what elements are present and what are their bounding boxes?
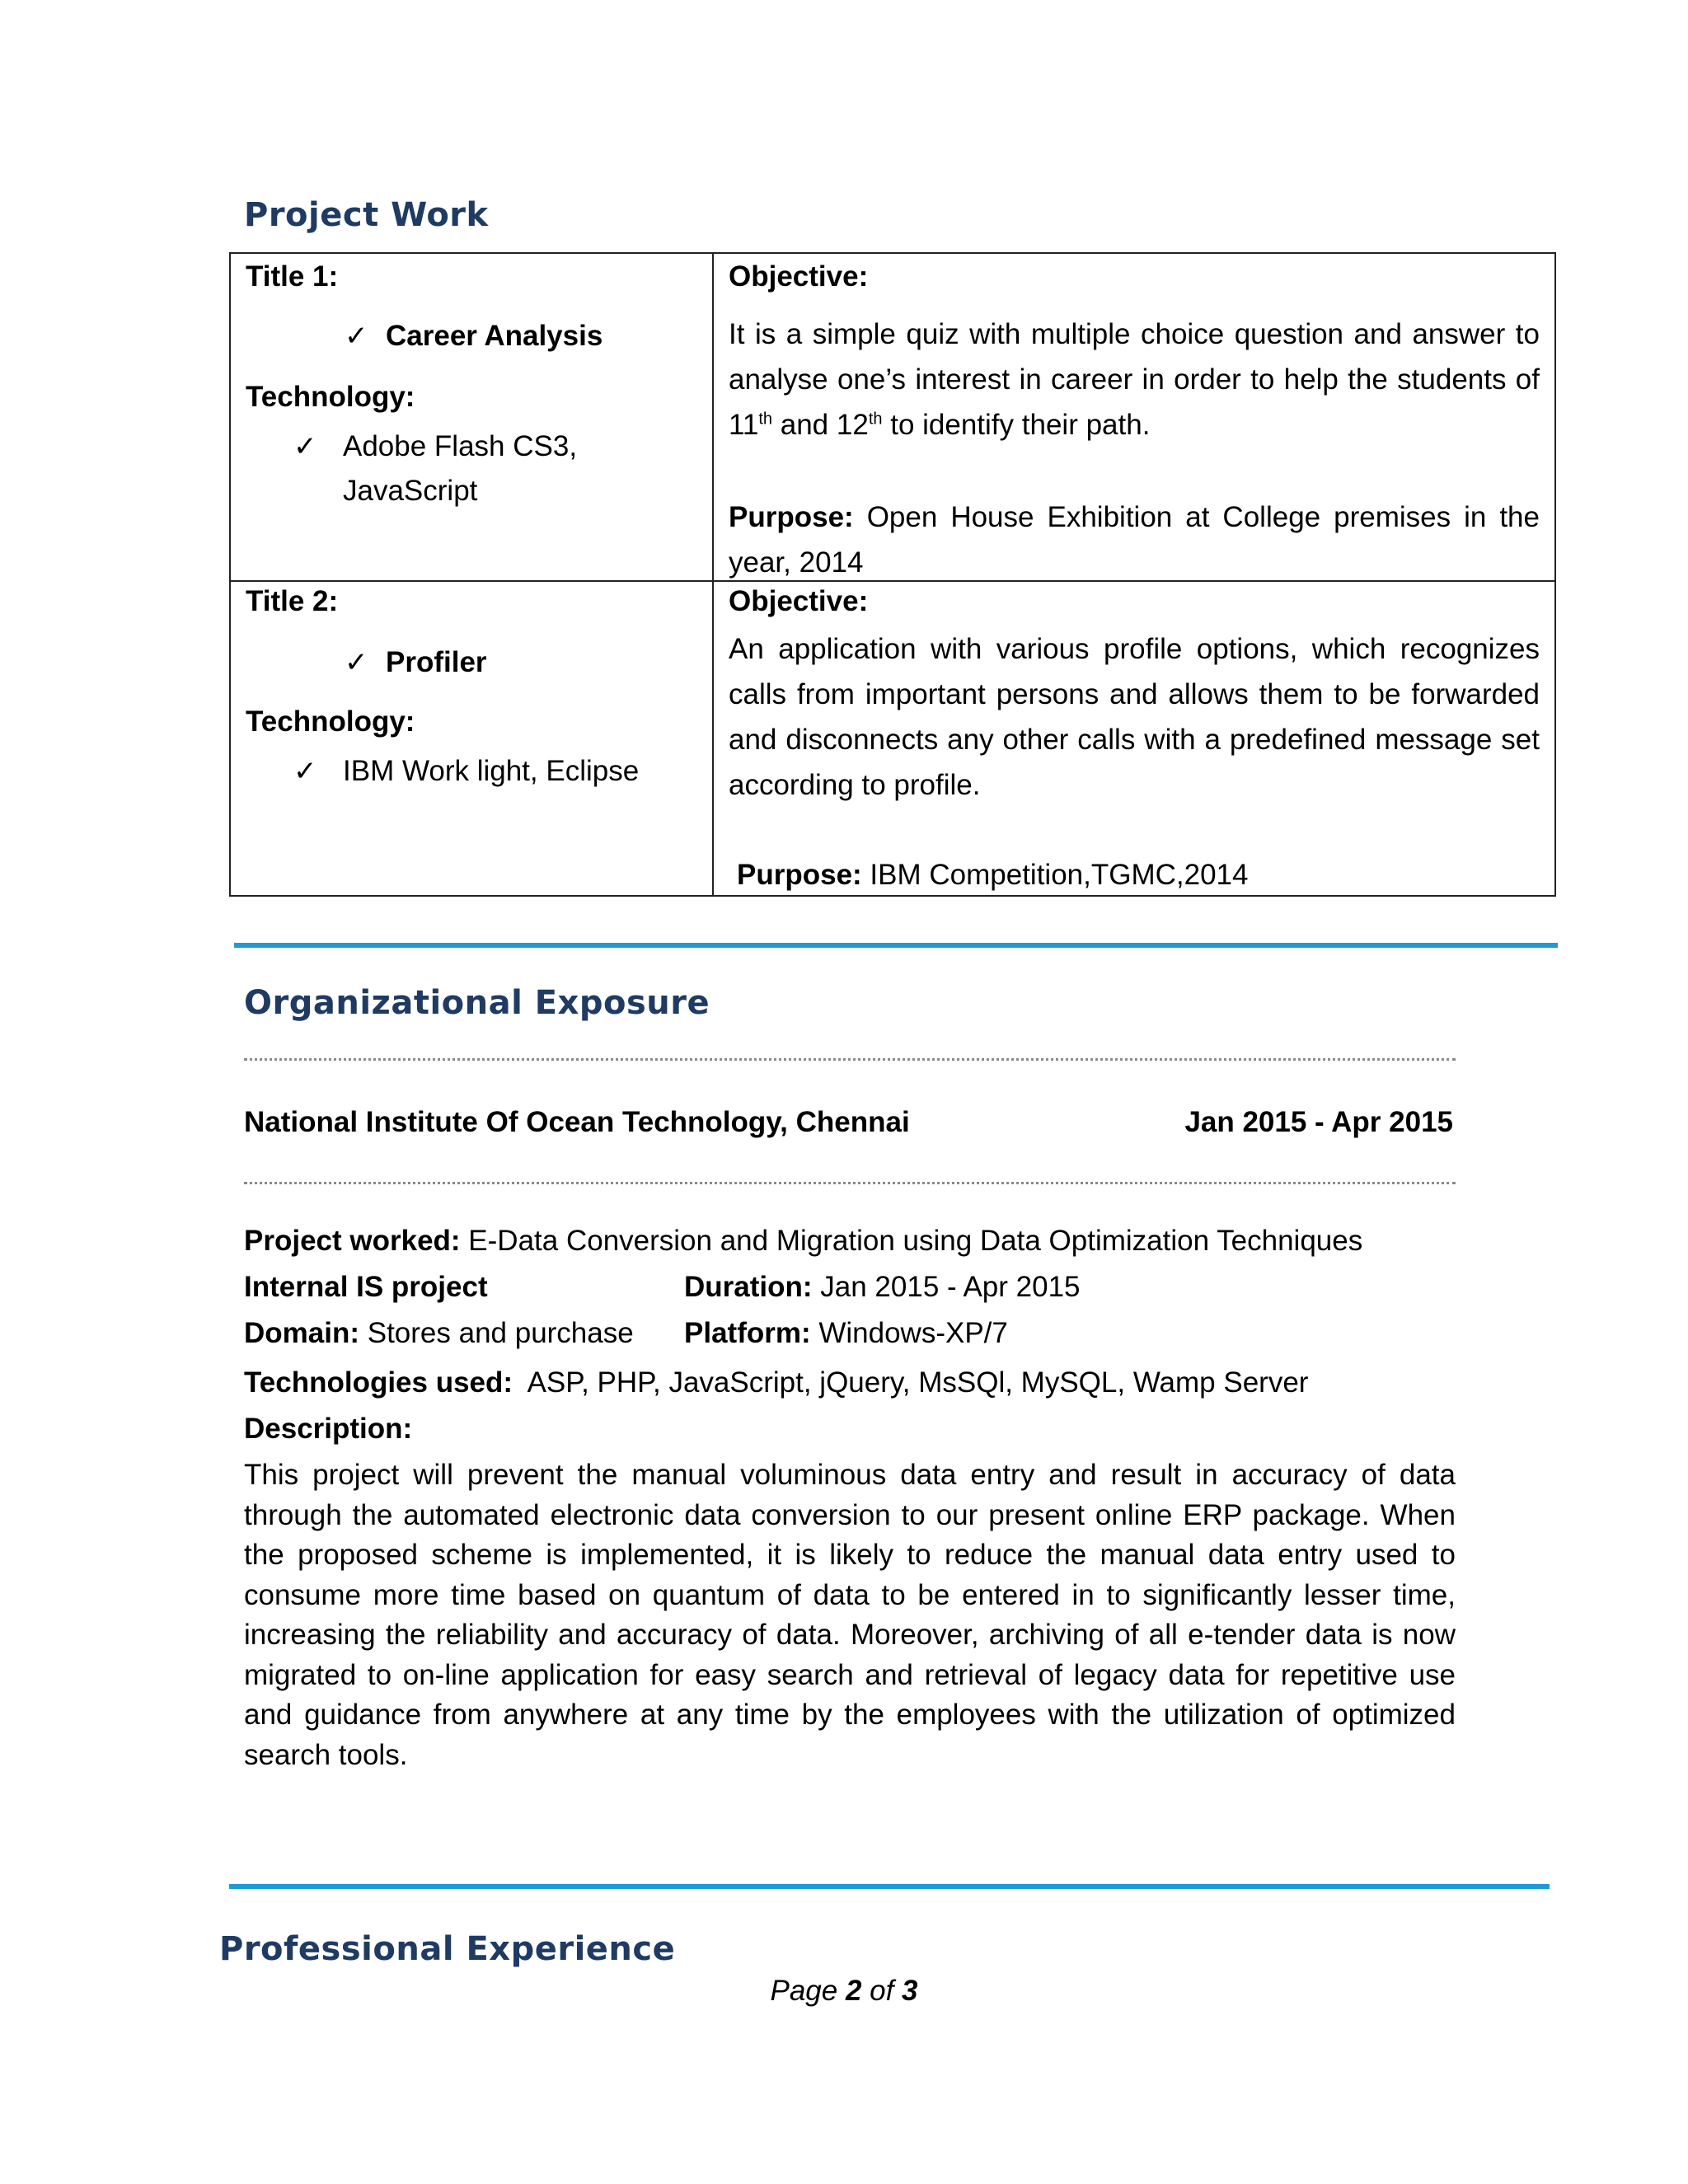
page-word: Page (770, 1975, 846, 2007)
organization-name: National Institute Of Ocean Technology, Chennai (244, 1106, 910, 1138)
title-1-label: Title 1: (246, 260, 339, 293)
platform-value: Windows-XP/7 (810, 1317, 1008, 1349)
technologies-value: ASP, PHP, JavaScript, jQuery, MsSQl, MySQL, Wamp Server (513, 1366, 1309, 1399)
page-total: 3 (902, 1975, 918, 2007)
duration-label: Duration: (684, 1271, 813, 1303)
project-2-left-cell (230, 581, 713, 896)
duration-value: Jan 2015 - Apr 2015 (812, 1271, 1081, 1303)
project-type: Internal IS project (244, 1271, 488, 1303)
objective-2-text: An application with various profile options, which recognizes calls from important persons and allows them to be forwarded and disconnects any other calls with a predefined message set according to profile. (729, 633, 1540, 801)
objective-2-label: Objective: (729, 585, 869, 617)
title-2-text: Profiler (386, 646, 487, 678)
technology-2-text: IBM Work light, Eclipse (343, 755, 640, 787)
objective-1-part-c: to identify their path. (882, 409, 1151, 441)
duration-line (684, 1271, 1081, 1304)
project-2-right-cell (713, 581, 1555, 896)
check-icon: ✓ (345, 321, 368, 352)
dotted-divider-bottom (244, 1182, 1456, 1184)
project-work-table (229, 252, 1556, 897)
technology-1-item (293, 430, 577, 463)
objective-1-text (729, 312, 1540, 448)
organizational-exposure-heading: Organizational Exposure (244, 984, 710, 1022)
title-1-text: Career Analysis (386, 320, 603, 352)
domain-label: Domain: (244, 1317, 359, 1349)
objective-1-part-a: It is a simple quiz with multiple choice question and answer to analyse one’s interest in career in order to help the students of 11 (729, 318, 1540, 441)
objective-1-sup-2: th (868, 410, 883, 429)
technology-1-label: Technology: (246, 381, 415, 413)
check-icon: ✓ (293, 756, 317, 787)
check-icon: ✓ (293, 431, 317, 462)
section-divider-1 (234, 943, 1558, 948)
title-2-item (345, 646, 487, 679)
project-row-2 (230, 581, 1555, 896)
technology-2-label: Technology: (246, 705, 415, 738)
platform-line (684, 1317, 1008, 1350)
organization-period: Jan 2015 - Apr 2015 (1184, 1106, 1453, 1138)
professional-experience-heading: Professional Experience (219, 1930, 676, 1968)
description-label: Description: (244, 1413, 413, 1445)
technologies-line (244, 1366, 1308, 1399)
project-worked-value: E-Data Conversion and Migration using Data Optimization Techniques (460, 1225, 1363, 1257)
technology-2-item (293, 755, 639, 788)
domain-line (244, 1317, 634, 1350)
objective-1-label: Objective: (729, 260, 869, 293)
page-number: 2 (845, 1975, 862, 2007)
dotted-divider-top (244, 1058, 1456, 1061)
project-1-left-cell (230, 253, 713, 581)
title-1-item (345, 320, 603, 353)
objective-1-sup-1: th (758, 410, 773, 429)
domain-value: Stores and purchase (359, 1317, 634, 1349)
purpose-1-text (729, 494, 1540, 585)
check-icon: ✓ (345, 647, 368, 678)
of-word: of (861, 1975, 903, 2007)
project-1-right-cell (713, 253, 1555, 581)
page-footer (0, 1975, 1688, 2008)
platform-label: Platform: (684, 1317, 811, 1349)
title-2-label: Title 2: (246, 585, 339, 617)
project-worked-label: Project worked: (244, 1225, 461, 1257)
technology-1-text-line2: JavaScript (343, 475, 478, 507)
purpose-2-value: IBM Competition,TGMC,2014 (861, 859, 1249, 891)
objective-1-part-b: and 12 (772, 409, 869, 441)
technologies-label: Technologies used: (244, 1366, 513, 1399)
project-work-heading: Project Work (244, 196, 489, 234)
purpose-1-label: Purpose: (729, 501, 854, 533)
purpose-1-value: Open House Exhibition at College premises in the year, 2014 (729, 501, 1540, 579)
technology-1-text: Adobe Flash CS3, (343, 430, 578, 462)
description-text: This project will prevent the manual voluminous data entry and result in accuracy of data through the automated electronic data conversion to our present online ERP package. When the proposed scheme is implemented, it is likely to reduce the manual data entry used to consume more time based on quantum of data to be entered in to significantly lesser time, increasing the reliability and accuracy of data. Moreover, archiving of all e-tender data is now migrated to on-line application for easy search and retrieval of legacy data for repetitive use and guidance from anywhere at any time by the employees with the utilization of optimized search tools. (244, 1459, 1456, 1771)
section-divider-2 (229, 1884, 1550, 1889)
project-worked-line (244, 1225, 1362, 1258)
project-row-1 (230, 253, 1555, 581)
purpose-2-text (737, 852, 1540, 898)
purpose-2-label: Purpose: (737, 859, 862, 891)
